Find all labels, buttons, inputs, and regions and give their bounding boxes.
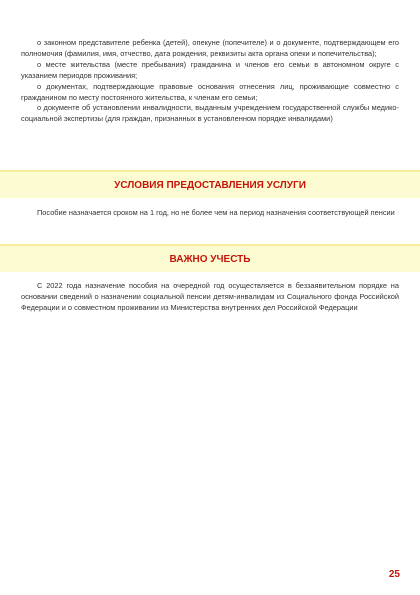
- important-text-block: [21, 281, 399, 314]
- important-section-banner: [0, 244, 420, 272]
- important-paragraph: С 2022 года назначение пособия на очередной год осуществляется в беззаявительном порядке на основании сведений о назначении социальной пенсии детям-инвалидам из Социального фонда Российской Федерации и о совместном проживании из Министерства внутренних дел Российской Федерации: [21, 281, 399, 312]
- intro-paragraph: о документе об установлении инвалидности, выданным учреждением государственной службы медико-социальной экспертизы (для граждан, признанных в установленном порядке инвалидами): [21, 103, 399, 124]
- intro-paragraph: о месте жительства (месте пребывания) гражданина и членов его семьи в автономном округе с указанием периодов проживания;: [21, 59, 399, 80]
- conditions-section-banner: [0, 170, 420, 198]
- page-number: 25: [388, 569, 400, 580]
- intro-paragraph: о законном представителе ребенка (детей), опекуне (попечителе) и о документе, подтверждающем его полномочия (фамилия, имя, отчество, дата рождения, реквизиты акта органа опеки и попечительства);: [21, 38, 399, 58]
- important-section-heading: ВАЖНО УЧЕСТЬ: [169, 253, 251, 265]
- conditions-section-heading: УСЛОВИЯ ПРЕДОСТАВЛЕНИЯ УСЛУГИ: [114, 179, 306, 191]
- conditions-text-block: [21, 208, 399, 219]
- intro-text-block: [21, 38, 399, 125]
- conditions-paragraph: Пособие назначается сроком на 1 год, но не более чем на период назначения соответствующей пенсии: [37, 208, 395, 217]
- intro-paragraph: о документах, подтверждающие правовые основания отнесения лиц, проживающие совместно с гражданином по месту постоянного жительства, к членам его семьи;: [21, 81, 399, 102]
